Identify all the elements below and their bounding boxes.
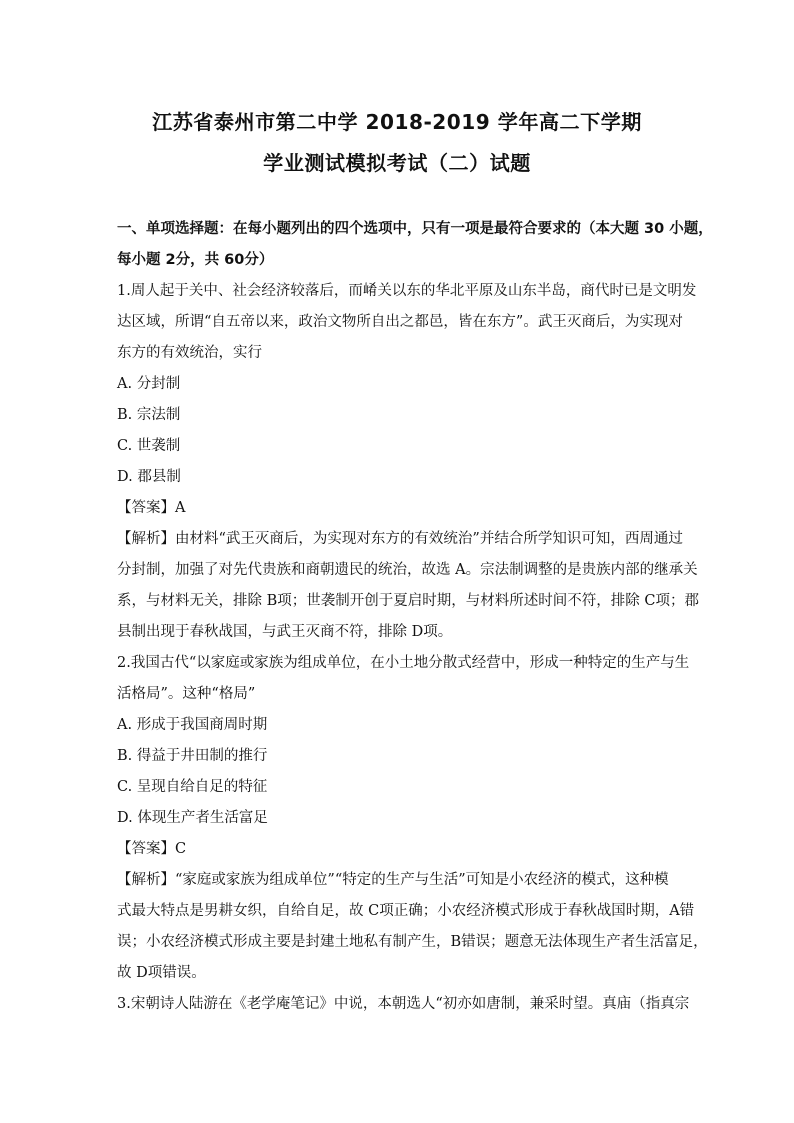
q1-analysis-line-2: 分封制，加强了对先代贵族和商朝遗民的统治，故选 A。宗法制调整的是贵族内部的继承关: [117, 562, 698, 578]
q1-stem-line-3: 东方的有效统治，实行: [117, 345, 262, 361]
q1-answer: 【答案】A: [117, 500, 186, 516]
q2-option-d: D. 体现生产者生活富足: [117, 810, 268, 826]
q2-option-c: C. 呈现自给自足的特征: [117, 779, 268, 795]
q2-stem-line-2: 活格局”。这种“格局”: [117, 686, 256, 702]
section-heading-line-1: 一、单项选择题：在每小题列出的四个选项中，只有一项是最符合要求的（本大题 30 小题，: [117, 221, 713, 237]
q1-stem-line-2: 达区域，所谓“自五帝以来，政治文物所自出之都邑，皆在东方”。武王灭商后，为实现对: [117, 314, 683, 330]
q1-analysis-line-1: 【解析】由材料“武王灭商后，为实现对东方的有效统治”并结合所学知识可知，西周通过: [117, 531, 683, 547]
q2-analysis-line-4: 故 D项错误。: [117, 965, 206, 981]
q1-stem-line-1: 1.周人起于关中、社会经济较落后，而崤关以东的华北平原及山东半岛，商代时已是文明发: [117, 283, 697, 299]
q2-stem-line-1: 2.我国古代“以家庭或家族为组成单位，在小土地分散式经营中，形成一种特定的生产与生: [117, 655, 690, 671]
q1-analysis-line-4: 县制出现于春秋战国，与武王灭商不符，排除 D项。: [117, 624, 453, 640]
document-title-line-1: 江苏省泰州市第二中学 2018-2019 学年高二下学期: [152, 110, 642, 134]
section-heading-line-2: 每小题 2分，共 60分）: [117, 252, 274, 268]
q1-option-a: A. 分封制: [117, 376, 181, 392]
q3-stem-line-1: 3.宋朝诗人陆游在《老学庵笔记》中说，本朝选人“初亦如唐制，兼采时望。真庙（指真宗: [117, 996, 690, 1012]
q1-option-d: D. 郡县制: [117, 469, 181, 485]
q1-option-b: B. 宗法制: [117, 407, 181, 423]
q2-option-b: B. 得益于井田制的推行: [117, 748, 268, 764]
q2-option-a: A. 形成于我国商周时期: [117, 717, 268, 733]
q2-analysis-line-3: 误；小农经济模式形成主要是封建土地私有制产生，B错误；题意无法体现生产者生活富足，: [117, 934, 708, 950]
q2-analysis-line-2: 式最大特点是男耕女织，自给自足，故 C项正确；小农经济模式形成于春秋战国时期，A错: [117, 903, 695, 919]
document-title-line-2: 学业测试模拟考试（二）试题: [263, 151, 531, 175]
q2-analysis-line-1: 【解析】“家庭或家族为组成单位”“特定的生产与生活”可知是小农经济的模式，这种模: [117, 872, 669, 888]
q1-analysis-line-3: 系，与材料无关，排除 B项；世袭制开创于夏启时期，与材料所述时间不符，排除 C项；郡: [117, 593, 699, 609]
q1-option-c: C. 世袭制: [117, 438, 181, 454]
q2-answer: 【答案】C: [117, 841, 187, 857]
